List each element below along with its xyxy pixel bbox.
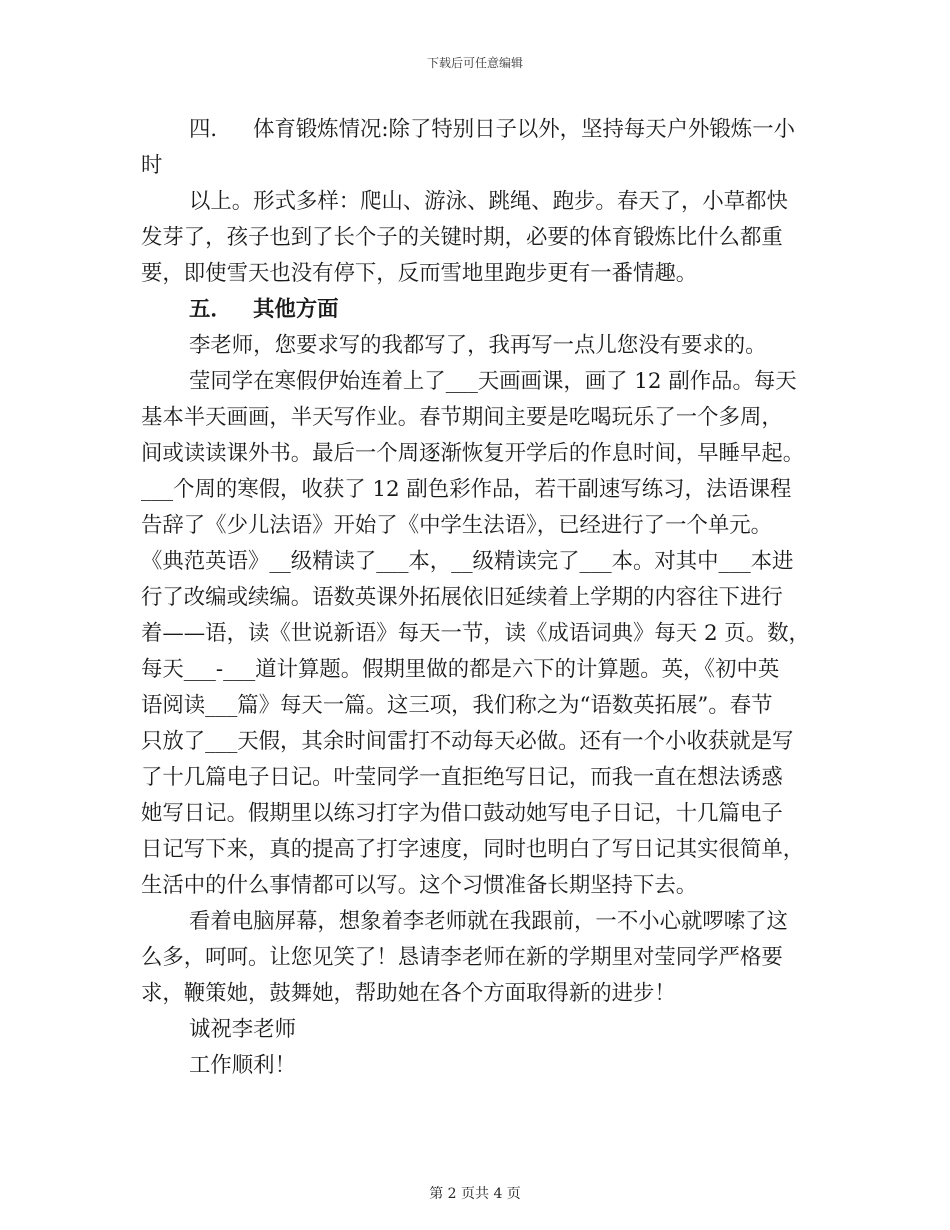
paragraph-line: 李老师，您要求写的我都写了，我再写一点儿您没有要求的。 xyxy=(189,333,767,358)
paragraph-line: 时 xyxy=(141,153,163,178)
paragraph-line: 间或读读课外书。最后一个周逐渐恢复开学后的作息时间，早睡早起。 xyxy=(141,441,805,466)
section-heading-4 xyxy=(141,112,813,148)
section-title: 其他方面 xyxy=(253,297,339,322)
section-heading-5 xyxy=(141,292,813,328)
paragraph-line: 她写日记。假期里以练习打字为借口鼓动她写电子日记，十几篇电子 xyxy=(141,801,783,826)
paragraph-line: 么多，呵呵。让您见笑了！恳请李老师在新的学期里对莹同学严格要 xyxy=(141,945,783,970)
paragraph-line: 日记写下来，真的提高了打字速度，同时也明白了写日记其实很简单， xyxy=(141,837,805,862)
closing-salutation: 诚祝李老师 xyxy=(189,1017,296,1042)
paragraph-line: 要，即使雪天也没有停下，反而雪地里跑步更有一番情趣。 xyxy=(141,261,698,286)
paragraph-line: 生活中的什么事情都可以写。这个习惯准备长期坚持下去。 xyxy=(141,873,698,898)
paragraph-line: 发芽了，孩子也到了长个子的关键时期，必要的体育锻炼比什么都重 xyxy=(141,225,783,250)
paragraph-line: 只放了___天假，其余时间雷打不动每天必做。还有一个小收获就是写 xyxy=(141,729,794,754)
paragraph-line: 行了改编或续编。语数英课外拓展依旧延续着上学期的内容往下进行 xyxy=(141,585,783,610)
paragraph-line: 以上。形式多样：爬山、游泳、跳绳、跑步。春天了，小草都快 xyxy=(189,189,788,214)
paragraph-line: 着——语，读《世说新语》每天一节，读《成语词典》每天 2 页。数， xyxy=(141,621,810,646)
page-footer: 第 2 页共 4 页 xyxy=(429,1186,521,1202)
section-number: 四． xyxy=(189,117,232,142)
paragraph-line: 了十几篇电子日记。叶莹同学一直拒绝写日记，而我一直在想法诱惑 xyxy=(141,765,783,790)
paragraph-line: 每天___-___道计算题。假期里做的都是六下的计算题。英，《初中英 xyxy=(141,657,780,682)
paragraph-line: ___个周的寒假，收获了 12 副色彩作品，若干副速写练习，法语课程 xyxy=(141,477,792,502)
paragraph-line: 体育锻炼情况:除了特别日子以外，坚持每天户外锻炼一小 xyxy=(253,117,795,142)
document-body xyxy=(141,112,813,1084)
closing-wish: 工作顺利！ xyxy=(189,1053,296,1078)
section-number: 五． xyxy=(189,297,232,322)
paragraph-line: 语阅读___篇》每天一篇。这三项，我们称之为“语数英拓展”。春节 xyxy=(141,693,773,718)
paragraph-line: 告辞了《少儿法语》开始了《中学生法语》，已经进行了一个单元。 xyxy=(141,513,773,538)
paragraph-line: 看着电脑屏幕，想象着李老师就在我跟前，一不小心就啰嗦了这 xyxy=(189,909,788,934)
page-header: 下载后可任意编辑 xyxy=(426,56,523,70)
paragraph-line: 基本半天画画，半天写作业。春节期间主要是吃喝玩乐了一个多周， xyxy=(141,405,783,430)
paragraph-line: 《典范英语》__级精读了___本，__级精读完了___本。对其中___本进 xyxy=(141,549,794,574)
paragraph-line: 莹同学在寒假伊始连着上了___天画画课，画了 12 副作品。每天 xyxy=(189,369,797,394)
paragraph-line: 求，鞭策她，鼓舞她，帮助她在各个方面取得新的进步！ xyxy=(141,981,676,1006)
